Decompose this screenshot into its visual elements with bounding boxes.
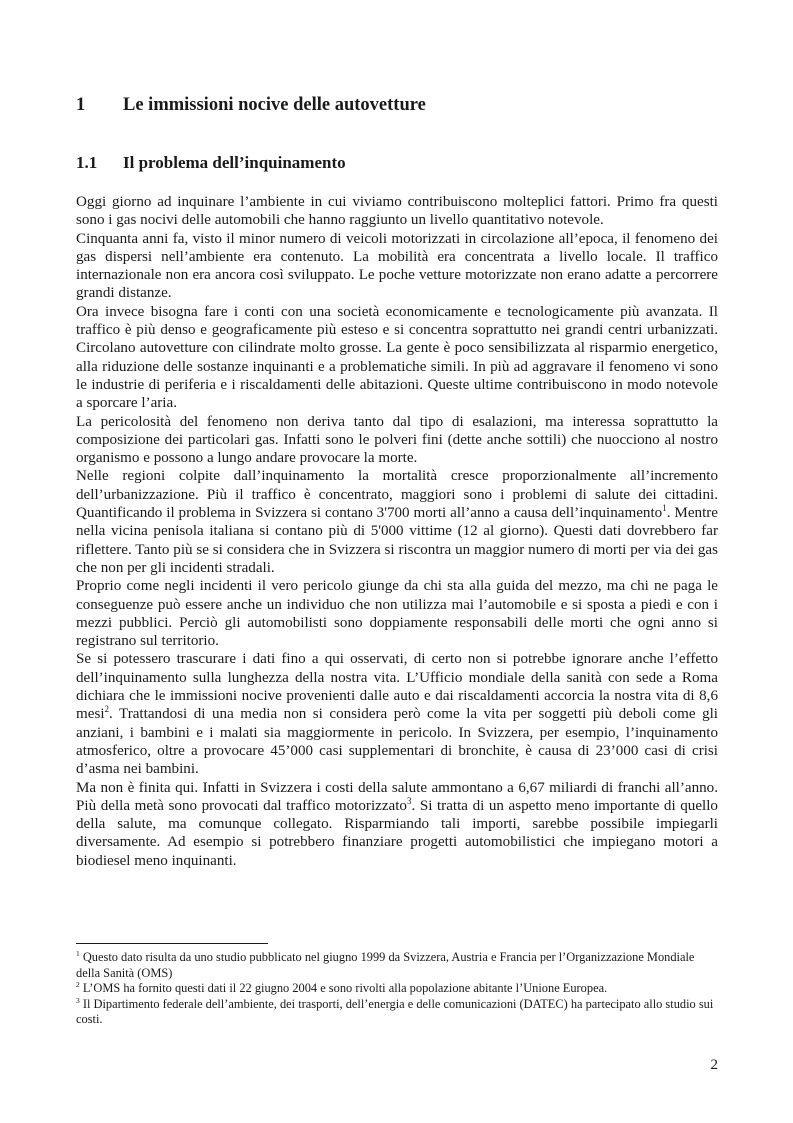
footnote bbox=[76, 981, 718, 997]
subsection-title: Il problema dell’inquinamento bbox=[123, 153, 346, 172]
paragraph-text: . Mentre nella vicina penisola italiana si contano più di 5'000 vittime (12 al giorno). Questi dati dovrebbero far riflettere. Tanto più se si considera che in Svizzera si riscontra un maggior numero di morti per via dei gas che non per gli incidenti stradali. bbox=[76, 505, 718, 576]
paragraph bbox=[76, 467, 718, 577]
paragraph-text: . Trattandosi di una media non si considera però come la vita per soggetti più deboli come gli anziani, i bambini e i malati sia maggiormente in pericolo. In Svizzera, per esempio, l’inquinamento atmosferico, oltre a provocare 45’000 casi supplementari di bronchite, è causa di 23’000 casi di crisi d’asma nei bambini. bbox=[76, 706, 718, 778]
footnote-ref: 3 bbox=[406, 795, 412, 806]
paragraph-text: . Si tratta di un aspetto meno importante di quello della salute, ma comunque collegato. Risparmiando tali importi, sarebbe possibile impiegarli diversamente. Ad esempio si potrebbero finanziare progetti automobilistici che impiegano motori a biodiesel meno inquinanti. bbox=[76, 797, 718, 869]
footnote-text: Il Dipartimento federale dell’ambiente, dei trasporti, dell’energia e delle comunicazioni (DATEC) ha partecipato allo studio sui costi. bbox=[76, 996, 714, 1026]
paragraph bbox=[76, 650, 718, 778]
page-number: 2 bbox=[710, 1057, 718, 1073]
paragraph: Proprio come negli incidenti il vero pericolo giunge da chi sta alla guida del mezzo, ma chi ne paga le conseguenze può essere anche un individuo che non utilizza mai l’automobile e si sposta a piedi e con i mezzi pubblici. Perciò gli automobilisti sono doppiamente responsabili delle morti che ogni anno si registrano sul territorio. bbox=[76, 578, 718, 650]
footnote-number: 1 bbox=[76, 949, 80, 958]
subsection-heading bbox=[76, 153, 346, 173]
section-heading bbox=[76, 95, 426, 116]
paragraph: Ora invece bisogna fare i conti con una società economicamente e tecnologicamente più avanzata. Il traffico è più denso e geograficamente più esteso e si concentra soprattutto nei grandi centri urbanizzati. Circolano autovetture con cilindrate molto grosse. La gente è poco sensibilizzata al risparmio energetico, alla riduzione delle sostanze inquinanti e a problematiche simili. In più ad aggravare il fenomeno vi sono le industrie di periferia e i riscaldamenti delle abitazioni. Queste ultime contribuiscono in modo notevole a sporcare l’aria. bbox=[76, 303, 718, 412]
footnote bbox=[76, 997, 718, 1028]
footnote-ref: 2 bbox=[104, 704, 110, 715]
subsection-number: 1.1 bbox=[76, 153, 98, 172]
footnote-number: 3 bbox=[76, 995, 80, 1005]
paragraph: La pericolosità del fenomeno non deriva tanto dal tipo di esalazioni, ma interessa soprattutto la composizione dei particolari gas. Infatti sono le polveri fini (dette anche sottili) che nuocciono al nostro organismo e possono a lungo andare provocare la morte. bbox=[76, 413, 718, 467]
section-number: 1 bbox=[76, 95, 86, 115]
footnotes bbox=[76, 950, 718, 1028]
footnote-ref: 1 bbox=[662, 503, 667, 514]
paragraph-text: Ma non è finita qui. Infatti in Svizzera i costi della salute ammontano a 6,67 miliardi di franchi all’anno. Più della metà sono provocati dal traffico motorizzato bbox=[76, 779, 718, 814]
paragraph: Oggi giorno ad inquinare l’ambiente in cui viviamo contribuiscono molteplici fattori. Primo fra questi sono i gas nocivi delle automobili che hanno raggiunto un livello quantitativo notevole. bbox=[76, 194, 718, 229]
footnote-text: L’OMS ha fornito questi dati il 22 giugno 2004 e sono rivolti alla popolazione abitante l’Unione Europea. bbox=[79, 981, 608, 995]
section-title: Le immissioni nocive delle autovetture bbox=[123, 95, 426, 115]
footnote-text: Questo dato risulta da uno studio pubblicato nel giugno 1999 da Svizzera, Austria e Francia per l’Organizzazione Mondiale della Sanità (OMS) bbox=[76, 950, 695, 980]
paragraph-text: Se si potessero trascurare i dati fino a qui osservati, di certo non si potrebbe ignorare anche l’effetto dell’inquinamento sulla lunghezza della nostra vita. L’Ufficio mondiale della sanità con sede a Roma dichiara che le immissioni nocive provenienti dalle auto e dai riscaldamenti accorcia la nostra vita di 8,6 mesi bbox=[76, 651, 718, 723]
paragraph bbox=[76, 779, 718, 870]
document-page bbox=[76, 0, 718, 1123]
paragraph: Cinquanta anni fa, visto il minor numero di veicoli motorizzati in circolazione all’epoca, il fenomeno dei gas dispersi nell’ambiente era contenuto. La mobilità era concentrata a livello locale. Il traffico internazionale non era ancora così sviluppato. Le poche vetture motorizzate non erano adatte a percorrere grandi distanze. bbox=[76, 230, 718, 302]
footnote-divider bbox=[76, 943, 268, 944]
body-text bbox=[76, 193, 718, 870]
footnote-number: 2 bbox=[76, 980, 80, 989]
paragraph-text: Nelle regioni colpite dall’inquinamento la mortalità cresce proporzionalmente all’incremento dell’urbanizzazione. Più il traffico è concentrato, maggiori sono i problemi di salute dei cittadini. Quantificando il problema in Svizzera si contano 3'700 morti all’anno a causa dell’inquinamento bbox=[76, 468, 718, 522]
footnote bbox=[76, 950, 718, 981]
